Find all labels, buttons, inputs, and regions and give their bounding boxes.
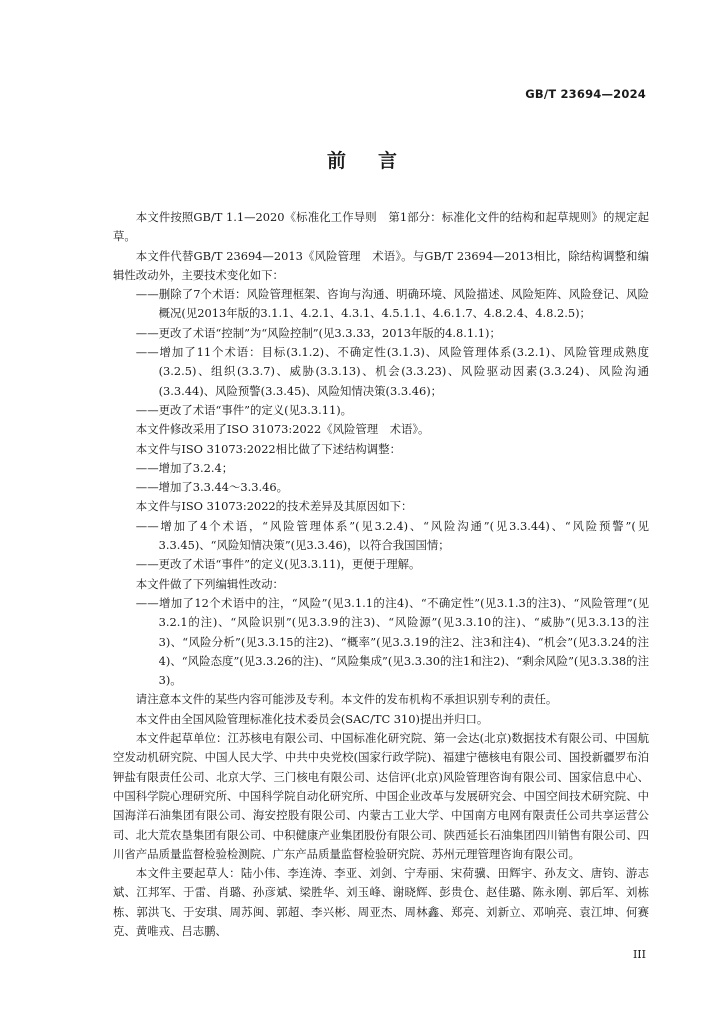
document-body [113, 208, 649, 941]
document-code: GB/T 23694—2024 [525, 87, 646, 101]
list-item: ——增加了11个术语：目标(3.1.2)、不确定性(3.1.3)、风险管理体系(3.2.1)、风险管理成熟度(3.2.5)、组织(3.3.7)、威胁(3.3.13)、机会(3.3.23)、风险驱动因素(3.3.24)、风险沟通(3.3.44)、风险预警(3.3.45)、风险知情决策(3.3.46)； [135, 345, 649, 398]
list-item: ——更改了术语“控制”为“风险控制”(见3.3.33，2013年版的4.8.1.1)； [135, 325, 501, 340]
paragraph: 本文件主要起草人：陆小伟、李连涛、李亚、刘剑、宁寿丽、宋荷骥、田辉宇、孙友文、唐钧、游志斌、江邦军、于雷、肖璐、孙彦斌、梁胜华、刘玉峰、谢晓辉、彭贵仓、赵佳璐、陈永刚、郭后军、刘栋栋、郭洪飞、于安琪、周苏闽、郭超、李兴彬、周亚杰、周林鑫、郑亮、刘新立、邓响亮、袁江坤、何赛克、黄唯戎、吕志鹏、 [113, 866, 649, 938]
list-item: ——删除了7个术语：风险管理框架、咨询与沟通、明确环境、风险描述、风险矩阵、风险登记、风险概况(见2013年版的3.1.1、4.2.1、4.3.1、4.5.1.1、4.6.1.7、4.8.2.4、4.8.2.5)； [135, 287, 649, 321]
paragraph: 请注意本文件的某些内容可能涉及专利。本文件的发布机构不承担识别专利的责任。 [135, 692, 558, 707]
paragraph: 本文件做了下列编辑性改动： [135, 576, 284, 591]
paragraph: 本文件与ISO 31073:2022相比做了下述结构调整： [135, 441, 401, 456]
paragraph: 本文件起草单位：江苏核电有限公司、中国标准化研究院、第一会达(北京)数据技术有限公司、中国航空发动机研究院、中国人民大学、中共中央党校(国家行政学院)、福建宁德核电有限公司、国投新疆罗布泊钾盐有限责任公司、北京大学、三门核电有限公司、达信评(北京)风险管理咨询有限公司、国家信息中心、中国科学院心理研究所、中国科学院自动化研究所、中国企业改革与发展研究会、中国空间技术研究院、中国海洋石油集团有限公司、海安控股有限公司、内蒙古工业大学、中国南方电网有限责任公司共享运营公司、北大荒农垦集团有限公司、中积健康产业集团股份有限公司、陕西延长石油集团四川销售有限公司、四川省产品质量监督检验检测院、广东产品质量监督检验研究院、苏州元理管理咨询有限公司。 [113, 731, 649, 861]
paragraph: 本文件与ISO 31073:2022的技术差异及其原因如下： [135, 499, 413, 514]
paragraph: 本文件修改采用了ISO 31073:2022《风险管理 术语》。 [135, 422, 430, 437]
page-title: 前言 [326, 150, 429, 172]
list-item: ——增加了4个术语，“风险管理体系”(见3.2.4)、“风险沟通”(见3.3.44)、“风险预警”(见3.3.45)、“风险知情决策”(见3.3.46)，以符合我国国情； [135, 518, 649, 553]
page-number: III [632, 948, 646, 961]
paragraph: 本文件按照GB/T 1.1—2020《标准化工作导则 第1部分：标准化文件的结构和起草规则》的规定起草。 [113, 210, 649, 244]
paragraph: 本文件代替GB/T 23694—2013《风险管理 术语》。与GB/T 23694—2013相比，除结构调整和编辑性改动外，主要技术变化如下： [113, 248, 649, 282]
list-item: ——增加了3.2.4； [135, 460, 234, 475]
list-item: ——更改了术语“事件”的定义(见3.3.11)。 [135, 402, 353, 417]
list-item: ——增加了12个术语中的注，“风险”(见3.1.1的注4)、“不确定性”(见3.1.3的注3)、“风险管理”(见3.2.1的注)、“风险识别”(见3.3.9的注3)、“风险源”(见3.3.10的注)、“威胁”(见3.3.13的注3)、“风险分析”(见3.3.15的注2)、“概率”(见3.3.19的注2、注3和注4)、“机会”(见3.3.24的注4)、“风险态度”(见3.3.26的注)、“风险集成”(见3.3.30的注1和注2)、“剩余风险”(见3.3.38的注3)。 [135, 595, 649, 688]
list-item: ——更改了术语“事件”的定义(见3.3.11)，更便于理解。 [135, 557, 421, 572]
list-item: ——增加了3.3.44～3.3.46。 [135, 480, 288, 495]
paragraph: 本文件由全国风险管理标准化技术委员会(SAC/TC 310)提出并归口。 [135, 711, 489, 726]
